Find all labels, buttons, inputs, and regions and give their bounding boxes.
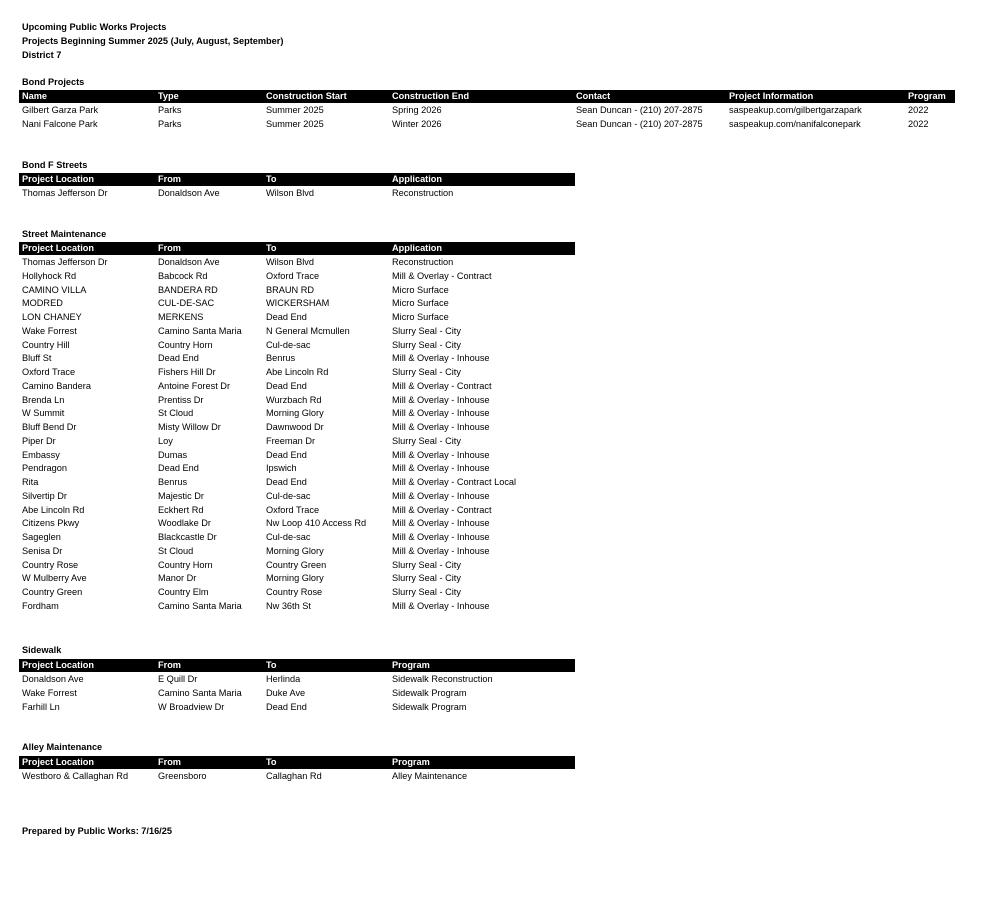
table-cell: Slurry Seal - City [392,573,461,584]
table-cell: 2022 [908,105,929,115]
table-cell: Rita [22,477,39,487]
table-cell: Ipswich [266,463,297,474]
document-subtitle: Projects Beginning Summer 2025 (July, August, September) [22,36,284,46]
table-cell: LON CHANEY [22,312,82,322]
table-cell: St Cloud [158,408,194,419]
table-cell: MODRED [22,298,63,309]
table-cell: Morning Glory [266,408,324,419]
table-cell: Woodlake Dr [158,518,211,529]
table-cell: Reconstruction [392,257,454,267]
table-cell: Country Horn [158,339,213,350]
table-cell: Dead End [266,449,307,460]
table-cell: W Broadview Dr [158,701,225,712]
table-cell: Country Hill [22,339,70,350]
table-cell: Micro Surface [392,312,449,322]
section-title-bond-f-streets: Bond F Streets [22,160,88,170]
table-cell: Westboro & Callaghan Rd [22,771,129,781]
table-cell: Wilson Blvd [266,257,314,267]
alley-maintenance-header [19,756,575,769]
table-cell: Sidewalk Program [392,701,467,712]
prepared-by-footer: Prepared by Public Works: 7/16/25 [22,826,172,836]
column-header: From [158,174,181,184]
table-cell: Piper Dr [22,435,56,446]
table-cell: Mill & Overlay - Inhouse [392,353,490,364]
table-cell: Parks [158,118,182,129]
table-cell: Benrus [266,353,296,364]
table-cell: Camino Santa Maria [158,325,242,336]
table-cell: Morning Glory [266,573,324,584]
column-header: Construction Start [266,91,347,101]
table-cell: Sean Duncan - (210) 207-2875 [576,118,703,129]
table-cell: Thomas Jefferson Dr [22,257,108,267]
table-cell: Nani Falcone Park [22,118,98,129]
table-cell: Sean Duncan - (210) 207-2875 [576,105,703,115]
table-cell: Alley Maintenance [392,771,468,781]
column-header: From [158,243,181,253]
table-cell: Bluff Bend Dr [22,422,77,432]
street-maintenance-header [19,242,575,255]
table-cell: W Summit [22,408,65,419]
table-cell: Slurry Seal - City [392,367,461,377]
table-cell: Pendragon [22,463,67,474]
table-cell: Loy [158,435,173,446]
table-cell: Greensboro [158,771,207,781]
table-cell: Prentiss Dr [158,394,204,405]
table-cell: Oxford Trace [266,504,320,515]
table-cell: Sidewalk Program [392,687,467,698]
table-cell: Slurry Seal - City [392,325,461,336]
table-cell: BRAUN RD [266,284,314,295]
table-cell: Donaldson Ave [158,257,220,267]
column-header: Application [392,243,443,253]
bond-projects-header [19,90,955,103]
column-header: Project Location [22,243,94,253]
table-cell: Oxford Trace [22,367,76,377]
column-header: To [266,174,277,184]
table-cell: Camino Santa Maria [158,687,242,698]
table-cell: Nw 36th St [266,600,311,611]
table-cell: Freeman Dr [266,435,316,446]
table-cell: Micro Surface [392,284,449,295]
table-cell: Farhill Ln [22,701,60,712]
table-cell: Morning Glory [266,545,324,556]
table-cell: Mill & Overlay - Inhouse [392,490,490,501]
table-cell: Winter 2026 [392,118,442,129]
table-cell: Donaldson Ave [158,188,220,198]
table-cell: 2022 [908,118,929,129]
section-title-sidewalk: Sidewalk [22,645,62,655]
table-cell: Eckhert Rd [158,504,204,515]
table-cell: Country Rose [22,559,79,570]
column-header: Project Location [22,757,94,767]
table-cell: Country Green [266,559,327,570]
table-cell: Senisa Dr [22,545,63,556]
column-header: Program [392,660,430,670]
column-header: Construction End [392,91,470,101]
table-cell: Antoine Forest Dr [158,380,230,391]
table-cell: Cul-de-sac [266,339,311,350]
sidewalk-header [19,659,575,672]
table-cell: BANDERA RD [158,284,218,295]
table-cell: Fordham [22,600,59,611]
table-cell: Cul-de-sac [266,532,311,542]
table-cell: Nw Loop 410 Access Rd [266,518,367,529]
table-cell: Wurzbach Rd [266,394,322,405]
table-cell: Sageglen [22,532,61,542]
table-cell: Benrus [158,477,188,487]
table-cell: Citizens Pkwy [22,518,80,529]
column-header: Program [392,757,430,767]
table-cell: W Mulberry Ave [22,573,87,584]
table-cell: Country Green [22,587,83,597]
table-cell: Mill & Overlay - Inhouse [392,463,490,474]
table-cell: Cul-de-sac [266,490,311,501]
table-cell: Dead End [158,463,199,474]
table-cell: Mill & Overlay - Inhouse [392,545,490,556]
table-cell: Mill & Overlay - Contract Local [392,477,517,487]
table-cell: saspeakup.com/nanifalconepark [729,118,861,129]
table-cell: Mill & Overlay - Inhouse [392,422,490,432]
table-cell: Micro Surface [392,298,449,309]
table-cell: Herlinda [266,674,301,684]
table-cell: Mill & Overlay - Contract [392,380,492,391]
table-cell: Thomas Jefferson Dr [22,188,108,198]
table-cell: Camino Bandera [22,380,91,391]
table-cell: Reconstruction [392,188,454,198]
bond-f-streets-header [19,173,575,186]
column-header: Name [22,91,48,101]
table-cell: CAMINO VILLA [22,284,87,295]
table-cell: Spring 2026 [392,105,442,115]
table-cell: Slurry Seal - City [392,559,461,570]
column-header: Type [158,91,179,101]
table-cell: Mill & Overlay - Contract [392,504,492,515]
column-header: To [266,243,277,253]
table-cell: saspeakup.com/gilbertgarzapark [729,105,862,115]
table-cell: Sidewalk Reconstruction [392,674,493,684]
table-cell: N General Mcmullen [266,325,350,336]
table-cell: Gilbert Garza Park [22,105,99,115]
table-cell: Mill & Overlay - Inhouse [392,449,490,460]
table-cell: Wake Forrest [22,687,77,698]
table-cell: Callaghan Rd [266,771,322,781]
table-cell: Blackcastle Dr [158,532,217,542]
table-cell: MERKENS [158,312,204,322]
table-cell: Parks [158,105,182,115]
table-cell: Mill & Overlay - Contract [392,270,492,281]
table-cell: Oxford Trace [266,270,320,281]
section-title-bond-projects: Bond Projects [22,77,85,87]
table-cell: Mill & Overlay - Inhouse [392,518,490,529]
column-header: Contact [576,91,611,101]
column-header: Project Location [22,174,94,184]
table-cell: Dead End [266,701,307,712]
table-cell: Country Elm [158,587,209,597]
column-header: To [266,757,277,767]
document-title: Upcoming Public Works Projects [22,22,167,32]
table-cell: WICKERSHAM [266,298,330,309]
table-cell: Dead End [266,380,307,391]
table-cell: Dead End [266,477,307,487]
table-cell: Babcock Rd [158,270,208,281]
table-cell: Dead End [266,312,307,322]
section-title-alley-maintenance: Alley Maintenance [22,742,103,752]
table-cell: Mill & Overlay - Inhouse [392,600,490,611]
table-cell: Wilson Blvd [266,188,314,198]
table-cell: Slurry Seal - City [392,587,461,597]
column-header: Application [392,174,443,184]
table-cell: Majestic Dr [158,490,204,501]
table-cell: Dawnwood Dr [266,422,324,432]
table-cell: Country Horn [158,559,213,570]
table-cell: Donaldson Ave [22,674,84,684]
table-cell: Embassy [22,449,60,460]
column-header: Project Location [22,660,94,670]
table-cell: Abe Lincoln Rd [22,504,85,515]
table-cell: St Cloud [158,545,194,556]
table-cell: Duke Ave [266,687,306,698]
table-cell: Summer 2025 [266,105,324,115]
table-cell: Fishers Hill Dr [158,367,216,377]
table-cell: Silvertip Dr [22,490,67,501]
table-cell: Summer 2025 [266,118,324,129]
table-cell: Slurry Seal - City [392,435,461,446]
table-cell: Wake Forrest [22,325,77,336]
table-cell: Manor Dr [158,573,197,584]
table-cell: Country Rose [266,587,323,597]
section-title-street-maintenance: Street Maintenance [22,229,107,239]
table-cell: Brenda Ln [22,394,65,405]
column-header: From [158,660,181,670]
column-header: From [158,757,181,767]
table-cell: E Quill Dr [158,674,198,684]
table-cell: Mill & Overlay - Inhouse [392,408,490,419]
column-header: Project Information [729,91,814,101]
table-cell: Dumas [158,449,188,460]
district-label: District 7 [22,50,62,60]
table-cell: Abe Lincoln Rd [266,367,329,377]
table-cell: Bluff St [22,353,52,364]
table-cell: Mill & Overlay - Inhouse [392,532,490,542]
column-header: Program [908,91,946,101]
table-cell: Camino Santa Maria [158,600,242,611]
table-cell: CUL-DE-SAC [158,298,215,309]
column-header: To [266,660,277,670]
table-cell: Mill & Overlay - Inhouse [392,394,490,405]
table-cell: Slurry Seal - City [392,339,461,350]
table-cell: Hollyhock Rd [22,270,77,281]
table-cell: Dead End [158,353,199,364]
table-cell: Misty Willow Dr [158,422,221,432]
